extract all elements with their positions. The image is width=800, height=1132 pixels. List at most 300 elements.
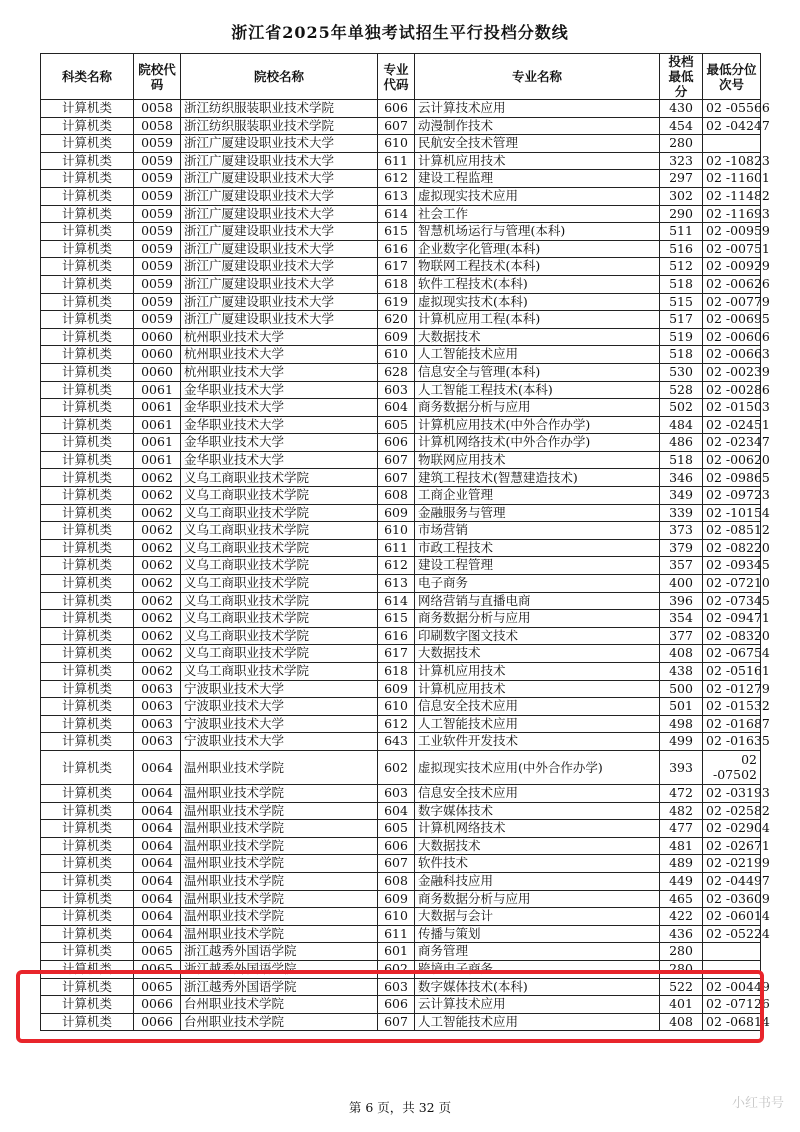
min-rank-cell: 02 -02451 [703,416,761,434]
major-code-cell: 611 [378,925,415,943]
school-code-cell: 0064 [134,784,181,802]
school-name-cell: 杭州职业技术大学 [181,346,378,364]
table-row [41,487,761,505]
category-cell: 计算机类 [41,346,134,364]
min-score-cell: 498 [660,715,703,733]
min-rank-cell: 02 -01687 [703,715,761,733]
table-row [41,943,761,961]
major-name-cell: 电子商务 [415,575,660,593]
school-name-cell: 义乌工商职业技术学院 [181,469,378,487]
major-code-cell: 602 [378,960,415,978]
min-rank-cell: 02 -00286 [703,381,761,399]
school-name-cell: 浙江广厦建设职业技术大学 [181,240,378,258]
school-name-cell: 温州职业技术学院 [181,872,378,890]
min-rank-cell: 02 -07502 [703,750,761,784]
min-score-cell: 339 [660,504,703,522]
min-rank-cell: 02 -05161 [703,663,761,681]
min-rank-cell: 02 -02904 [703,820,761,838]
major-code-cell: 611 [378,152,415,170]
school-name-cell: 温州职业技术学院 [181,784,378,802]
min-score-cell: 484 [660,416,703,434]
min-score-cell: 349 [660,487,703,505]
major-name-cell: 软件工程技术(本科) [415,275,660,293]
school-code-cell: 0062 [134,575,181,593]
school-name-cell: 义乌工商职业技术学院 [181,539,378,557]
major-name-cell: 商务管理 [415,943,660,961]
header-major-code: 专业代码 [378,54,415,100]
category-cell: 计算机类 [41,837,134,855]
min-rank-cell: 02 -00626 [703,275,761,293]
school-name-cell: 义乌工商职业技术学院 [181,663,378,681]
major-code-cell: 606 [378,837,415,855]
min-rank-cell: 02 -00449 [703,978,761,996]
table-row [41,750,761,784]
table-row [41,872,761,890]
category-cell: 计算机类 [41,240,134,258]
category-cell: 计算机类 [41,645,134,663]
major-code-cell: 609 [378,890,415,908]
min-rank-cell: 02 -06014 [703,908,761,926]
min-rank-cell: 02 -11693 [703,205,761,223]
major-code-cell: 610 [378,135,415,153]
min-score-cell: 502 [660,399,703,417]
school-code-cell: 0064 [134,890,181,908]
school-code-cell: 0065 [134,960,181,978]
table-row [41,802,761,820]
min-score-cell: 373 [660,522,703,540]
table-row [41,522,761,540]
major-name-cell: 金融服务与管理 [415,504,660,522]
school-name-cell: 义乌工商职业技术学院 [181,522,378,540]
major-code-cell: 610 [378,346,415,364]
school-code-cell: 0064 [134,908,181,926]
category-cell: 计算机类 [41,258,134,276]
school-code-cell: 0061 [134,434,181,452]
school-name-cell: 金华职业技术大学 [181,434,378,452]
min-rank-cell: 02 -08220 [703,539,761,557]
school-name-cell: 杭州职业技术大学 [181,328,378,346]
school-code-cell: 0063 [134,733,181,751]
school-code-cell: 0059 [134,152,181,170]
min-rank-cell: 02 -02671 [703,837,761,855]
school-name-cell: 浙江广厦建设职业技术大学 [181,293,378,311]
table-row [41,469,761,487]
major-code-cell: 604 [378,399,415,417]
table-row [41,627,761,645]
major-code-cell: 620 [378,311,415,329]
min-rank-cell: 02 -00239 [703,363,761,381]
header-school-code: 院校代码 [134,54,181,100]
school-name-cell: 浙江广厦建设职业技术大学 [181,275,378,293]
page-footer: 第 6 页，共 32 页 [348,1100,452,1115]
school-code-cell: 0063 [134,715,181,733]
major-code-cell: 614 [378,205,415,223]
school-code-cell: 0062 [134,592,181,610]
major-code-cell: 610 [378,908,415,926]
school-code-cell: 0059 [134,205,181,223]
major-name-cell: 企业数字化管理(本科) [415,240,660,258]
school-code-cell: 0062 [134,663,181,681]
school-code-cell: 0062 [134,557,181,575]
school-name-cell: 浙江越秀外国语学院 [181,943,378,961]
min-score-cell: 408 [660,1013,703,1031]
school-name-cell: 义乌工商职业技术学院 [181,557,378,575]
major-code-cell: 618 [378,275,415,293]
min-rank-cell [703,943,761,961]
table-row [41,223,761,241]
table-row [41,610,761,628]
min-rank-cell: 02 -08320 [703,627,761,645]
major-name-cell: 软件技术 [415,855,660,873]
min-score-cell: 379 [660,539,703,557]
school-name-cell: 义乌工商职业技术学院 [181,627,378,645]
major-name-cell: 计算机应用技术 [415,680,660,698]
table-row [41,346,761,364]
min-rank-cell: 02 -00695 [703,311,761,329]
school-code-cell: 0058 [134,100,181,118]
category-cell: 计算机类 [41,205,134,223]
table-row [41,275,761,293]
school-name-cell: 义乌工商职业技术学院 [181,592,378,610]
table-row [41,890,761,908]
major-name-cell: 云计算技术应用 [415,100,660,118]
school-code-cell: 0062 [134,522,181,540]
school-code-cell: 0059 [134,240,181,258]
school-code-cell: 0062 [134,627,181,645]
min-rank-cell: 02 -01279 [703,680,761,698]
major-name-cell: 虚拟现实技术应用 [415,187,660,205]
category-cell: 计算机类 [41,275,134,293]
major-code-cell: 605 [378,820,415,838]
category-cell: 计算机类 [41,399,134,417]
category-cell: 计算机类 [41,943,134,961]
major-name-cell: 大数据与会计 [415,908,660,926]
min-rank-cell: 02 -09345 [703,557,761,575]
school-code-cell: 0066 [134,996,181,1014]
major-name-cell: 动漫制作技术 [415,117,660,135]
min-score-cell: 518 [660,451,703,469]
school-name-cell: 浙江广厦建设职业技术大学 [181,170,378,188]
school-name-cell: 浙江广厦建设职业技术大学 [181,187,378,205]
school-code-cell: 0064 [134,750,181,784]
school-name-cell: 温州职业技术学院 [181,890,378,908]
school-code-cell: 0059 [134,135,181,153]
major-name-cell: 计算机应用技术 [415,152,660,170]
school-name-cell: 浙江广厦建设职业技术大学 [181,152,378,170]
major-code-cell: 607 [378,1013,415,1031]
major-name-cell: 大数据技术 [415,645,660,663]
min-rank-cell: 02 -02582 [703,802,761,820]
header-major-name: 专业名称 [415,54,660,100]
min-score-cell: 515 [660,293,703,311]
admission-table [40,53,770,1031]
min-rank-cell: 02 -03609 [703,890,761,908]
school-code-cell: 0059 [134,311,181,329]
table-row [41,855,761,873]
category-cell: 计算机类 [41,698,134,716]
major-name-cell: 跨境电子商务 [415,960,660,978]
table-row [41,592,761,610]
min-rank-cell: 02 -07345 [703,592,761,610]
major-code-cell: 609 [378,328,415,346]
table-row [41,170,761,188]
school-code-cell: 0061 [134,416,181,434]
category-cell: 计算机类 [41,293,134,311]
min-score-cell: 280 [660,960,703,978]
min-rank-cell: 02 -00959 [703,223,761,241]
major-name-cell: 网络营销与直播电商 [415,592,660,610]
school-code-cell: 0066 [134,1013,181,1031]
major-name-cell: 计算机网络技术 [415,820,660,838]
category-cell: 计算机类 [41,152,134,170]
table-row [41,680,761,698]
min-rank-cell: 02 -04247 [703,117,761,135]
min-score-cell: 400 [660,575,703,593]
major-name-cell: 物联网应用技术 [415,451,660,469]
school-name-cell: 浙江广厦建设职业技术大学 [181,258,378,276]
major-name-cell: 人工智能技术应用 [415,1013,660,1031]
school-name-cell: 温州职业技术学院 [181,820,378,838]
major-code-cell: 617 [378,645,415,663]
table-row [41,381,761,399]
school-code-cell: 0062 [134,539,181,557]
min-rank-cell: 02 -01635 [703,733,761,751]
table-row [41,908,761,926]
category-cell: 计算机类 [41,451,134,469]
school-name-cell: 金华职业技术大学 [181,416,378,434]
major-name-cell: 数字媒体技术 [415,802,660,820]
category-cell: 计算机类 [41,381,134,399]
table-row [41,311,761,329]
school-code-cell: 0062 [134,610,181,628]
table-row [41,820,761,838]
major-name-cell: 物联网工程技术(本科) [415,258,660,276]
school-name-cell: 浙江广厦建设职业技术大学 [181,205,378,223]
min-score-cell: 512 [660,258,703,276]
min-rank-cell: 02 -00779 [703,293,761,311]
min-rank-cell: 02 -10823 [703,152,761,170]
min-score-cell: 518 [660,275,703,293]
category-cell: 计算机类 [41,802,134,820]
category-cell: 计算机类 [41,522,134,540]
school-name-cell: 义乌工商职业技术学院 [181,504,378,522]
school-name-cell: 宁波职业技术大学 [181,698,378,716]
school-code-cell: 0059 [134,223,181,241]
major-name-cell: 计算机网络技术(中外合作办学) [415,434,660,452]
table-row [41,539,761,557]
table-row [41,925,761,943]
major-name-cell: 人工智能技术应用 [415,715,660,733]
min-score-cell: 499 [660,733,703,751]
school-code-cell: 0060 [134,346,181,364]
school-name-cell: 台州职业技术学院 [181,996,378,1014]
min-rank-cell: 02 -09723 [703,487,761,505]
school-code-cell: 0062 [134,645,181,663]
table-row [41,240,761,258]
table-row [41,363,761,381]
highlight-box [16,970,764,1043]
school-name-cell: 温州职业技术学院 [181,855,378,873]
category-cell: 计算机类 [41,627,134,645]
min-rank-cell: 02 -03193 [703,784,761,802]
header-min-rank: 最低分位次号 [703,54,761,100]
school-code-cell: 0059 [134,170,181,188]
category-cell: 计算机类 [41,557,134,575]
major-name-cell: 信息安全与管理(本科) [415,363,660,381]
min-score-cell: 436 [660,925,703,943]
major-code-cell: 607 [378,451,415,469]
min-score-cell: 519 [660,328,703,346]
category-cell: 计算机类 [41,416,134,434]
min-rank-cell: 02 -01532 [703,698,761,716]
category-cell: 计算机类 [41,117,134,135]
school-name-cell: 义乌工商职业技术学院 [181,610,378,628]
min-score-cell: 454 [660,117,703,135]
header-min-score: 投档最低分 [660,54,703,100]
major-code-cell: 605 [378,416,415,434]
major-code-cell: 612 [378,170,415,188]
min-score-cell: 449 [660,872,703,890]
major-code-cell: 607 [378,117,415,135]
major-code-cell: 606 [378,100,415,118]
table-row [41,187,761,205]
category-cell: 计算机类 [41,715,134,733]
min-score-cell: 517 [660,311,703,329]
category-cell: 计算机类 [41,575,134,593]
table-row [41,733,761,751]
school-name-cell: 义乌工商职业技术学院 [181,575,378,593]
major-code-cell: 607 [378,855,415,873]
category-cell: 计算机类 [41,170,134,188]
category-cell: 计算机类 [41,872,134,890]
min-rank-cell [703,135,761,153]
min-rank-cell: 02 -05566 [703,100,761,118]
min-rank-cell: 02 -00663 [703,346,761,364]
min-score-cell: 430 [660,100,703,118]
header-category: 科类名称 [41,54,134,100]
school-code-cell: 0061 [134,399,181,417]
min-rank-cell: 02 -01503 [703,399,761,417]
major-code-cell: 603 [378,381,415,399]
school-name-cell: 台州职业技术学院 [181,1013,378,1031]
table-row [41,451,761,469]
min-score-cell: 528 [660,381,703,399]
major-code-cell: 613 [378,575,415,593]
category-cell: 计算机类 [41,592,134,610]
min-rank-cell: 02 -02199 [703,855,761,873]
table-row [41,135,761,153]
major-name-cell: 人工智能技术应用 [415,346,660,364]
category-cell: 计算机类 [41,434,134,452]
major-name-cell: 计算机应用工程(本科) [415,311,660,329]
major-name-cell: 建筑工程技术(智慧建造技术) [415,469,660,487]
min-score-cell: 280 [660,135,703,153]
category-cell: 计算机类 [41,960,134,978]
major-name-cell: 信息安全技术应用 [415,784,660,802]
major-name-cell: 智慧机场运行与管理(本科) [415,223,660,241]
major-code-cell: 601 [378,943,415,961]
school-code-cell: 0064 [134,872,181,890]
category-cell: 计算机类 [41,680,134,698]
major-name-cell: 虚拟现实技术应用(中外合作办学) [415,750,660,784]
major-name-cell: 市场营销 [415,522,660,540]
major-code-cell: 606 [378,434,415,452]
min-score-cell: 280 [660,943,703,961]
table-row [41,557,761,575]
min-rank-cell: 02 -06814 [703,1013,761,1031]
category-cell: 计算机类 [41,223,134,241]
school-name-cell: 浙江纺织服装职业技术学院 [181,117,378,135]
major-code-cell: 607 [378,469,415,487]
table-header-row [41,54,761,100]
school-name-cell: 浙江越秀外国语学院 [181,960,378,978]
school-name-cell: 浙江广厦建设职业技术大学 [181,311,378,329]
major-code-cell: 616 [378,627,415,645]
min-score-cell: 482 [660,802,703,820]
table-row [41,715,761,733]
min-score-cell: 511 [660,223,703,241]
major-name-cell: 商务数据分析与应用 [415,890,660,908]
major-code-cell: 603 [378,784,415,802]
min-score-cell: 438 [660,663,703,681]
min-score-cell: 401 [660,996,703,1014]
min-rank-cell: 02 -00606 [703,328,761,346]
major-name-cell: 社会工作 [415,205,660,223]
min-score-cell: 472 [660,784,703,802]
major-name-cell: 数字媒体技术(本科) [415,978,660,996]
major-code-cell: 612 [378,557,415,575]
major-code-cell: 643 [378,733,415,751]
school-name-cell: 金华职业技术大学 [181,399,378,417]
major-code-cell: 612 [378,715,415,733]
major-code-cell: 614 [378,592,415,610]
school-name-cell: 浙江纺织服装职业技术学院 [181,100,378,118]
school-code-cell: 0064 [134,925,181,943]
category-cell: 计算机类 [41,855,134,873]
category-cell: 计算机类 [41,663,134,681]
major-name-cell: 传播与策划 [415,925,660,943]
min-score-cell: 477 [660,820,703,838]
min-score-cell: 516 [660,240,703,258]
table-row [41,293,761,311]
major-code-cell: 602 [378,750,415,784]
major-code-cell: 617 [378,258,415,276]
category-cell: 计算机类 [41,487,134,505]
table-row [41,645,761,663]
major-code-cell: 608 [378,872,415,890]
min-score-cell: 354 [660,610,703,628]
major-code-cell: 628 [378,363,415,381]
school-name-cell: 温州职业技术学院 [181,925,378,943]
min-rank-cell: 02 -09471 [703,610,761,628]
min-score-cell: 377 [660,627,703,645]
school-name-cell: 金华职业技术大学 [181,451,378,469]
school-code-cell: 0063 [134,680,181,698]
min-score-cell: 518 [660,346,703,364]
min-score-cell: 290 [660,205,703,223]
min-score-cell: 481 [660,837,703,855]
major-name-cell: 市政工程技术 [415,539,660,557]
min-score-cell: 530 [660,363,703,381]
category-cell: 计算机类 [41,820,134,838]
major-name-cell: 金融科技应用 [415,872,660,890]
school-name-cell: 温州职业技术学院 [181,802,378,820]
major-name-cell: 大数据技术 [415,837,660,855]
category-cell: 计算机类 [41,750,134,784]
school-name-cell: 义乌工商职业技术学院 [181,487,378,505]
category-cell: 计算机类 [41,733,134,751]
major-code-cell: 610 [378,698,415,716]
